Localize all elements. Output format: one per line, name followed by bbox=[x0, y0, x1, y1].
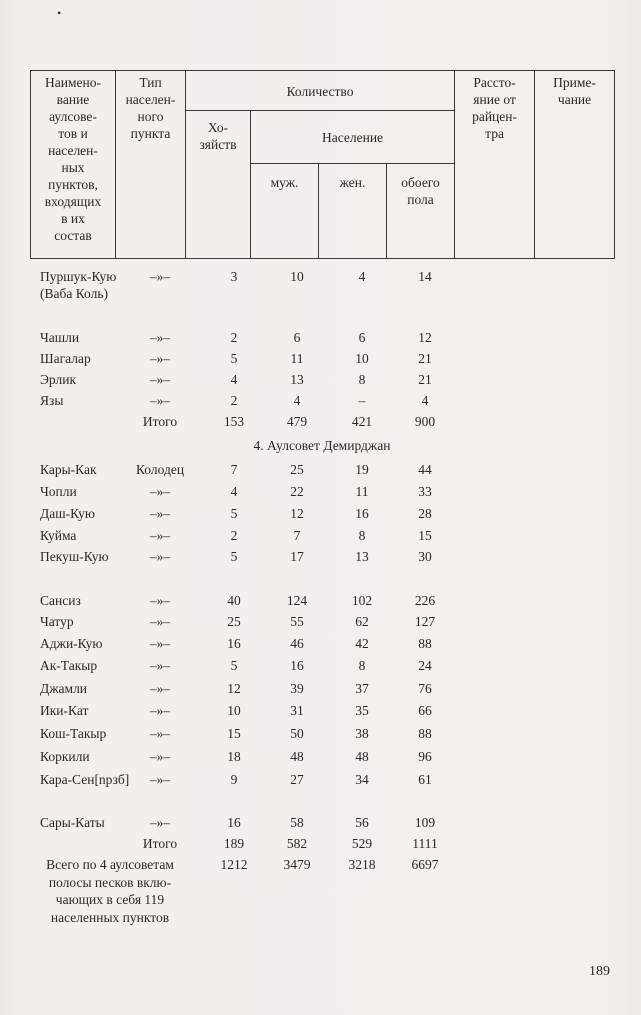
female-count: 37 bbox=[355, 681, 369, 696]
settlement-name: Сары-Каты bbox=[40, 815, 105, 830]
settlement-name: Кары-Как bbox=[40, 462, 97, 477]
section-heading: 4. Аулсовет Демирджан bbox=[253, 438, 391, 453]
female-count: 102 bbox=[351, 593, 373, 608]
households-count: 16 bbox=[227, 815, 241, 830]
total-count: 76 bbox=[418, 681, 432, 696]
ink-mark: • bbox=[57, 6, 62, 20]
female-count: – bbox=[358, 393, 366, 408]
header-name-line: тов и bbox=[58, 126, 88, 141]
total-count: 88 bbox=[418, 636, 432, 651]
male-count: 6 bbox=[293, 330, 301, 345]
female-count: 38 bbox=[355, 726, 369, 741]
male-count: 10 bbox=[290, 269, 304, 284]
header-name-line: пунктов, bbox=[48, 177, 98, 192]
total-count: 44 bbox=[418, 462, 432, 477]
female-count: 19 bbox=[355, 462, 369, 477]
grand-total-male: 3479 bbox=[283, 857, 311, 872]
settlement-name: Даш-Кую bbox=[40, 506, 95, 521]
header-type-cell bbox=[116, 71, 186, 259]
households-count: 15 bbox=[227, 726, 241, 741]
header-name-line: вание bbox=[56, 92, 90, 107]
settlement-type: –»– bbox=[149, 749, 171, 764]
total-count: 109 bbox=[414, 815, 436, 830]
male-count: 16 bbox=[290, 658, 304, 673]
female-count: 421 bbox=[351, 414, 373, 429]
header-note-cell bbox=[535, 71, 615, 259]
header-name-line: в их bbox=[61, 211, 85, 226]
male-count: 12 bbox=[290, 506, 304, 521]
total-count: 900 bbox=[414, 414, 436, 429]
settlement-name: Коркили bbox=[40, 749, 90, 764]
settlement-name: Пуршук-Кую (Ваба Коль) bbox=[40, 269, 117, 301]
female-count: 8 bbox=[358, 528, 366, 543]
male-count: 124 bbox=[286, 593, 308, 608]
male-count: 39 bbox=[290, 681, 304, 696]
header-male-cell: муж. bbox=[251, 164, 319, 259]
settlement-type: –»– bbox=[149, 772, 171, 787]
male-count: 46 bbox=[290, 636, 304, 651]
settlement-name: Джамли bbox=[40, 681, 88, 696]
households-count: 4 bbox=[230, 484, 238, 499]
settlement-type: –»– bbox=[149, 269, 171, 284]
header-distance-line: тра bbox=[485, 126, 504, 141]
grand-total-households: 1212 bbox=[220, 857, 248, 872]
header-name-line: населен- bbox=[48, 143, 98, 158]
households-count: 5 bbox=[230, 658, 238, 673]
header-population-cell: Население bbox=[251, 111, 455, 164]
settlement-type: –»– bbox=[149, 703, 171, 718]
settlement-type: –»– bbox=[149, 593, 171, 608]
female-count: 34 bbox=[355, 772, 369, 787]
settlement-type: –»– bbox=[149, 549, 171, 564]
households-count: 3 bbox=[230, 269, 238, 284]
header-distance-line: Рассто- bbox=[473, 75, 516, 90]
header-name-cell bbox=[31, 71, 116, 259]
households-count: 153 bbox=[223, 414, 245, 429]
settlement-type: Колодец bbox=[135, 462, 185, 477]
header-distance-cell bbox=[455, 71, 535, 259]
settlement-name: Куйма bbox=[40, 528, 77, 543]
female-count: 6 bbox=[358, 330, 366, 345]
table-header bbox=[30, 70, 615, 259]
header-name-line: входящих bbox=[44, 194, 102, 209]
female-count: 35 bbox=[355, 703, 369, 718]
total-count: 1111 bbox=[412, 836, 438, 851]
total-count: 21 bbox=[418, 351, 432, 366]
settlement-name: Чашли bbox=[40, 330, 80, 345]
grand-total-both: 6697 bbox=[411, 857, 439, 872]
households-count: 5 bbox=[230, 549, 238, 564]
settlement-name: Чатур bbox=[40, 614, 74, 629]
settlement-name: Пекуш-Кую bbox=[40, 549, 109, 564]
households-count: 5 bbox=[230, 351, 238, 366]
header-female-cell: жен. bbox=[319, 164, 387, 259]
header-distance-line: яние от bbox=[473, 92, 516, 107]
settlement-name: Шагалар bbox=[40, 351, 91, 366]
settlement-name: Чопли bbox=[40, 484, 77, 499]
male-count: 27 bbox=[290, 772, 304, 787]
male-count: 4 bbox=[293, 393, 301, 408]
total-count: 33 bbox=[418, 484, 432, 499]
settlement-type: –»– bbox=[149, 681, 171, 696]
female-count: 62 bbox=[355, 614, 369, 629]
settlement-name: Кара-Сен[nрзб] bbox=[40, 772, 130, 787]
households-count: 2 bbox=[230, 393, 238, 408]
header-distance-line: райцен- bbox=[472, 109, 517, 124]
total-label: Итого bbox=[142, 836, 178, 851]
settlement-type: –»– bbox=[149, 506, 171, 521]
male-count: 31 bbox=[290, 703, 304, 718]
households-count: 9 bbox=[230, 772, 238, 787]
header-total-line: обоего bbox=[401, 175, 440, 190]
settlement-type: –»– bbox=[149, 351, 171, 366]
total-label: Итого bbox=[142, 414, 178, 429]
settlement-type: –»– bbox=[149, 614, 171, 629]
settlement-type: –»– bbox=[149, 726, 171, 741]
page-number: 189 bbox=[589, 964, 610, 979]
households-count: 4 bbox=[230, 372, 238, 387]
households-count: 12 bbox=[227, 681, 241, 696]
households-count: 18 bbox=[227, 749, 241, 764]
header-type-line: пункта bbox=[130, 126, 171, 141]
households-count: 2 bbox=[230, 330, 238, 345]
total-count: 61 bbox=[418, 772, 432, 787]
header-households-line: зяйств bbox=[199, 137, 237, 152]
households-count: 40 bbox=[227, 593, 241, 608]
male-count: 479 bbox=[286, 414, 308, 429]
male-count: 55 bbox=[290, 614, 304, 629]
female-count: 8 bbox=[358, 658, 366, 673]
header-type-line: населен- bbox=[125, 92, 176, 107]
total-count: 12 bbox=[418, 330, 432, 345]
header-name-line: ных bbox=[61, 160, 85, 175]
settlement-name: Сансиз bbox=[40, 593, 81, 608]
male-count: 50 bbox=[290, 726, 304, 741]
header-total-cell bbox=[387, 164, 455, 259]
male-count: 22 bbox=[290, 484, 304, 499]
total-count: 28 bbox=[418, 506, 432, 521]
households-count: 189 bbox=[223, 836, 245, 851]
settlement-name: Аджи-Кую bbox=[40, 636, 103, 651]
total-count: 226 bbox=[414, 593, 436, 608]
grand-total-female: 3218 bbox=[348, 857, 376, 872]
header-total-line: пола bbox=[407, 192, 434, 207]
total-count: 14 bbox=[418, 269, 432, 284]
total-count: 4 bbox=[421, 393, 429, 408]
households-count: 25 bbox=[227, 614, 241, 629]
settlement-type: –»– bbox=[149, 484, 171, 499]
total-count: 127 bbox=[414, 614, 436, 629]
total-count: 21 bbox=[418, 372, 432, 387]
households-count: 10 bbox=[227, 703, 241, 718]
header-name-line: состав bbox=[54, 228, 92, 243]
female-count: 16 bbox=[355, 506, 369, 521]
total-count: 96 bbox=[418, 749, 432, 764]
settlement-name: Ак-Такыр bbox=[40, 658, 98, 673]
female-count: 48 bbox=[355, 749, 369, 764]
total-count: 15 bbox=[418, 528, 432, 543]
female-count: 13 bbox=[355, 549, 369, 564]
male-count: 25 bbox=[290, 462, 304, 477]
households-count: 5 bbox=[230, 506, 238, 521]
settlement-type: –»– bbox=[149, 528, 171, 543]
total-count: 24 bbox=[418, 658, 432, 673]
male-count: 11 bbox=[290, 351, 304, 366]
male-count: 7 bbox=[293, 528, 301, 543]
settlement-type: –»– bbox=[149, 330, 171, 345]
female-count: 4 bbox=[358, 269, 366, 284]
settlement-name: Язы bbox=[40, 393, 64, 408]
female-count: 11 bbox=[355, 484, 369, 499]
header-households-line: Хо- bbox=[207, 120, 229, 135]
header-type-line: Тип bbox=[139, 75, 162, 90]
settlement-type: –»– bbox=[149, 393, 171, 408]
male-count: 58 bbox=[290, 815, 304, 830]
settlement-name: Ики-Кат bbox=[40, 703, 89, 718]
header-name-line: Наимено- bbox=[45, 75, 101, 90]
households-count: 16 bbox=[227, 636, 241, 651]
female-count: 56 bbox=[355, 815, 369, 830]
male-count: 13 bbox=[290, 372, 304, 387]
total-count: 66 bbox=[418, 703, 432, 718]
settlement-name: Кош-Такыр bbox=[40, 726, 107, 741]
households-count: 2 bbox=[230, 528, 238, 543]
male-count: 48 bbox=[290, 749, 304, 764]
total-count: 88 bbox=[418, 726, 432, 741]
settlement-name: Эрлик bbox=[40, 372, 77, 387]
settlement-type: –»– bbox=[149, 815, 171, 830]
settlement-type: –»– bbox=[149, 636, 171, 651]
settlement-type: –»– bbox=[149, 658, 171, 673]
header-name-line: аулсове- bbox=[49, 109, 97, 124]
male-count: 582 bbox=[286, 836, 308, 851]
households-count: 7 bbox=[230, 462, 238, 477]
female-count: 10 bbox=[355, 351, 369, 366]
header-type-line: ного bbox=[137, 109, 164, 124]
total-count: 30 bbox=[418, 549, 432, 564]
header-quantity-cell: Количество bbox=[186, 71, 455, 111]
header-households-cell bbox=[186, 111, 251, 259]
settlement-type: –»– bbox=[149, 372, 171, 387]
female-count: 529 bbox=[351, 836, 373, 851]
header-note-line: Приме- bbox=[553, 75, 596, 90]
grand-total-label: Всего по 4 аулсоветам полосы песков вклю-чающих в себя 119 населенных пунктов bbox=[46, 857, 174, 925]
header-note-line: чание bbox=[557, 92, 592, 107]
male-count: 17 bbox=[290, 549, 304, 564]
female-count: 8 bbox=[358, 372, 366, 387]
female-count: 42 bbox=[355, 636, 369, 651]
